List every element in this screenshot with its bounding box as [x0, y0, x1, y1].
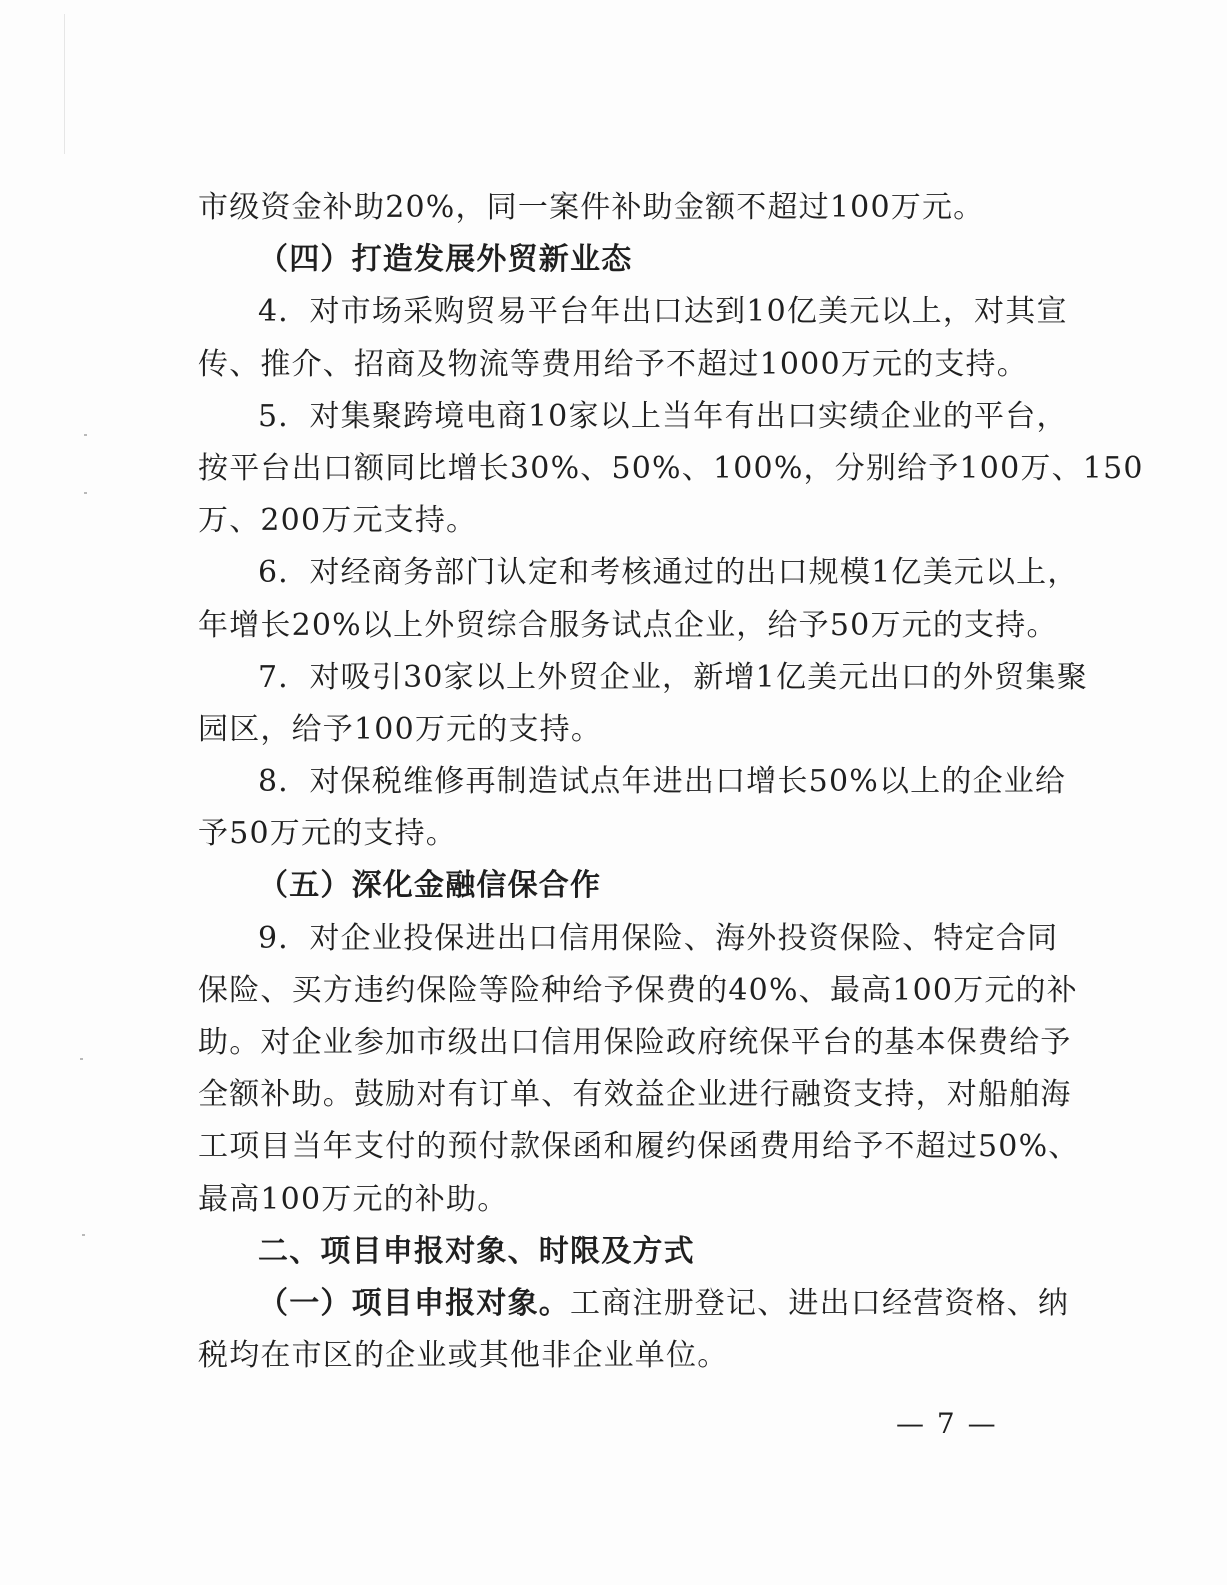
page-number: — 7 —: [896, 1407, 998, 1440]
subsection-1-line-2: 税均在市区的企业或其他非企业单位。: [198, 1338, 729, 1374]
document-body: [198, 182, 1144, 1382]
item-9-line-3: 助。对企业参加市级出口信用保险政府统保平台的基本保费给予: [198, 1025, 1072, 1060]
item-9-line-5: 工项目当年支付的预付款保函和履约保函费用给予不超过50%、: [198, 1129, 1080, 1165]
item-5-line-1: 5．对集聚跨境电商10家以上当年有出口实绩企业的平台，: [258, 398, 1068, 434]
chapter-heading-2: 二、项目申报对象、时限及方式: [258, 1233, 695, 1269]
scan-speck: [84, 492, 87, 494]
item-9-line-2: 保险、买方违约保险等险种给予保费的40%、最高100万元的补: [198, 972, 1078, 1008]
item-8-line-2: 予50万元的支持。: [198, 816, 457, 852]
item-5-line-3: 万、200万元支持。: [198, 503, 478, 539]
subsection-1-text: 工商注册登记、进出口经营资格、纳: [570, 1285, 1070, 1321]
item-9-line-4: 全额补助。鼓励对有订单、有效益企业进行融资支持，对船舶海: [198, 1077, 1072, 1113]
item-9-line-6: 最高100万元的补助。: [198, 1181, 509, 1217]
item-9-line-1: 9．对企业投保进出口信用保险、海外投资保险、特定合同: [258, 920, 1059, 956]
subsection-1-title: （一）项目申报对象。: [258, 1285, 570, 1321]
item-6-line-2: 年增长20%以上外贸综合服务试点企业，给予50万元的支持。: [198, 607, 1058, 643]
subsection-1-line-1: [198, 1278, 1070, 1330]
item-7-line-1: 7．对吸引30家以上外贸企业，新增1亿美元出口的外贸集聚: [258, 659, 1088, 695]
item-7-line-2: 园区，给予100万元的支持。: [198, 711, 603, 747]
item-5-line-2: 按平台出口额同比增长30%、50%、100%，分别给予100万、150: [198, 450, 1144, 486]
item-6-line-1: 6．对经商务部门认定和考核通过的出口规模1亿美元以上，: [258, 555, 1079, 591]
section-heading-4: （四）打造发展外贸新业态: [258, 242, 633, 278]
scan-speck: [82, 1234, 85, 1236]
item-4-line-2: 传、推介、招商及物流等费用给予不超过1000万元的支持。: [198, 346, 1028, 382]
scan-edge-mark: [64, 14, 65, 154]
scan-speck: [80, 1058, 83, 1060]
scan-speck: [84, 434, 87, 436]
text-line: 市级资金补助20%，同一案件补助金额不超过100万元。: [198, 190, 985, 225]
item-8-line-1: 8．对保税维修再制造试点年进出口增长50%以上的企业给: [258, 764, 1067, 800]
item-4-line-1: 4．对市场采购贸易平台年出口达到10亿美元以上，对其宣: [258, 294, 1068, 330]
section-heading-5: （五）深化金融信保合作: [258, 868, 602, 904]
